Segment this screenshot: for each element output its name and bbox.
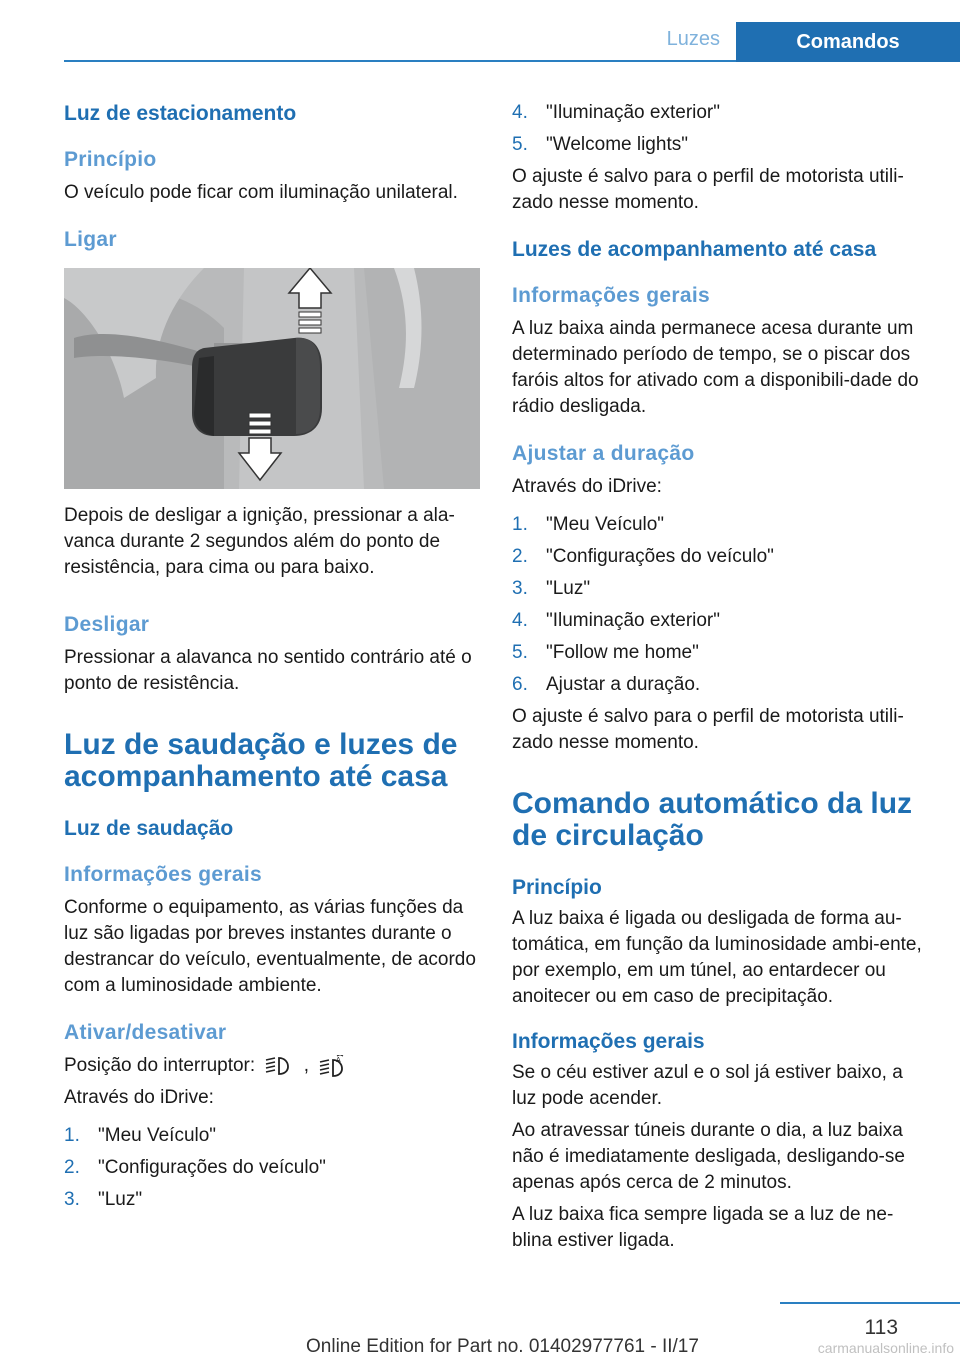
paragraph: A luz baixa é ligada ou desligada de forma au‐tomática, em função da luminosidade ambi‐ente, por exemplo, em um túnel, ao entardecer ou anoitecer ou em caso de precipitação. [512, 908, 922, 1007]
paragraph: Através do iDrive: [64, 1087, 214, 1108]
subheading-ativar-desativar: Ativar/desativar [64, 1021, 227, 1044]
subheading-ajustar-duracao: Ajustar a duração [512, 442, 695, 465]
step-text: "Luz" [98, 1189, 143, 1210]
switch-position-label: Posição do interruptor: [64, 1055, 256, 1076]
paragraph: Se o céu estiver azul e o sol já estiver baixo, a luz pode acender. [512, 1062, 903, 1109]
step-text: "Luz" [546, 578, 591, 599]
paragraph: Através do iDrive: [512, 476, 662, 497]
paragraph: Pressionar a alavanca no sentido contrário até o ponto de resistência. [64, 647, 472, 694]
list-item [512, 576, 932, 602]
step-text: "Configurações do veículo" [98, 1157, 326, 1178]
subheading-desligar: Desligar [64, 613, 150, 636]
low-beam-icon [264, 1055, 294, 1077]
edition-note: Online Edition for Part no. 01402977761 - II/17 [306, 1336, 699, 1357]
list-item [512, 512, 932, 538]
step-text: "Welcome lights" [546, 134, 688, 155]
step-text: Ajustar a duração. [546, 674, 701, 695]
watermark: carmanualsonline.info [817, 1340, 954, 1356]
list-item [512, 100, 932, 126]
tab-luzes[interactable]: Luzes [666, 28, 720, 50]
step-number: 1. [64, 1125, 80, 1146]
paragraph: O ajuste é salvo para o perfil de motorista utili‐zado nesse momento. [512, 706, 904, 753]
step-number: 3. [64, 1189, 80, 1210]
paragraph: Ao atravessar túneis durante o dia, a luz baixa não é imediatamente desligada, desligando-se apenas após cerca de 2 minutos. [512, 1120, 905, 1193]
step-number: 5. [512, 642, 528, 663]
page-number: 113 [864, 1316, 898, 1339]
paragraph: Conforme o equipamento, as várias funções da luz são ligadas por breves instantes durante o destrancar do veículo, eventualmente, de acordo com a luminosidade ambiente. [64, 897, 476, 996]
list-item [64, 1187, 482, 1213]
subheading-ligar: Ligar [64, 228, 117, 251]
list-item [64, 1123, 482, 1149]
auto-light-icon [318, 1055, 348, 1077]
step-number: 4. [512, 610, 528, 631]
step-text: "Configurações do veículo" [546, 546, 774, 567]
subheading-informacoes-gerais: Informações gerais [512, 284, 710, 307]
step-number: 5. [512, 134, 528, 155]
paragraph: A luz baixa ainda permanece acesa durante um determinado período de tempo, se o piscar dos faróis altos for ativado com a disponibili‐dade do rádio desligada. [512, 318, 919, 417]
list-item [512, 640, 932, 666]
idrive-steps-welcome-cont [512, 100, 932, 158]
lever-illustration [64, 268, 480, 489]
subheading-informacoes-gerais: Informações gerais [512, 1030, 705, 1053]
step-number: 2. [64, 1157, 80, 1178]
list-item [512, 544, 932, 570]
section-title-auto-light: Comando automático da luz de circulação [512, 787, 913, 852]
subheading-informacoes-gerais: Informações gerais [64, 863, 262, 886]
list-item [512, 672, 932, 698]
step-number: 2. [512, 546, 528, 567]
subheading-principio: Princípio [64, 148, 157, 171]
footer-rule [780, 1302, 960, 1304]
idrive-steps-welcome [64, 1123, 482, 1213]
list-item [64, 1155, 482, 1181]
svg-text:A: A [336, 1056, 341, 1064]
subsection-title-follow-me-home: Luzes de acompanhamento até casa [512, 238, 877, 261]
step-text: "Iluminação exterior" [546, 102, 721, 123]
section-title-parking-light: Luz de estacionamento [64, 102, 297, 125]
idrive-steps-follow-me-home [512, 512, 932, 698]
step-text: "Follow me home" [546, 642, 699, 663]
step-number: 4. [512, 102, 528, 123]
switch-position-line [64, 1053, 482, 1079]
tab-comandos[interactable]: Comandos [736, 22, 960, 62]
paragraph: Depois de desligar a ignição, pressionar a ala‐vanca durante 2 segundos além do ponto de resistência, para cima ou para baixo. [64, 505, 455, 578]
subsection-title-welcome-light: Luz de saudação [64, 817, 234, 840]
section-title-welcome-lights: Luz de saudação e luzes de acompanhamento até casa [64, 728, 458, 793]
step-text: "Meu Veículo" [98, 1125, 217, 1146]
left-column [64, 100, 482, 1219]
list-item [512, 608, 932, 634]
step-text: "Meu Veículo" [546, 514, 665, 535]
step-number: 1. [512, 514, 528, 535]
step-text: "Iluminação exterior" [546, 610, 721, 631]
step-number: 3. [512, 578, 528, 599]
subheading-principio: Princípio [512, 876, 602, 899]
right-column [512, 100, 932, 1260]
paragraph: A luz baixa fica sempre ligada se a luz de ne‐blina estiver ligada. [512, 1204, 894, 1251]
list-item [512, 132, 932, 158]
paragraph: O veículo pode ficar com iluminação unilateral. [64, 182, 458, 203]
step-number: 6. [512, 674, 528, 695]
switch-position-separator: , [303, 1055, 310, 1076]
paragraph: O ajuste é salvo para o perfil de motorista utili‐zado nesse momento. [512, 166, 904, 213]
